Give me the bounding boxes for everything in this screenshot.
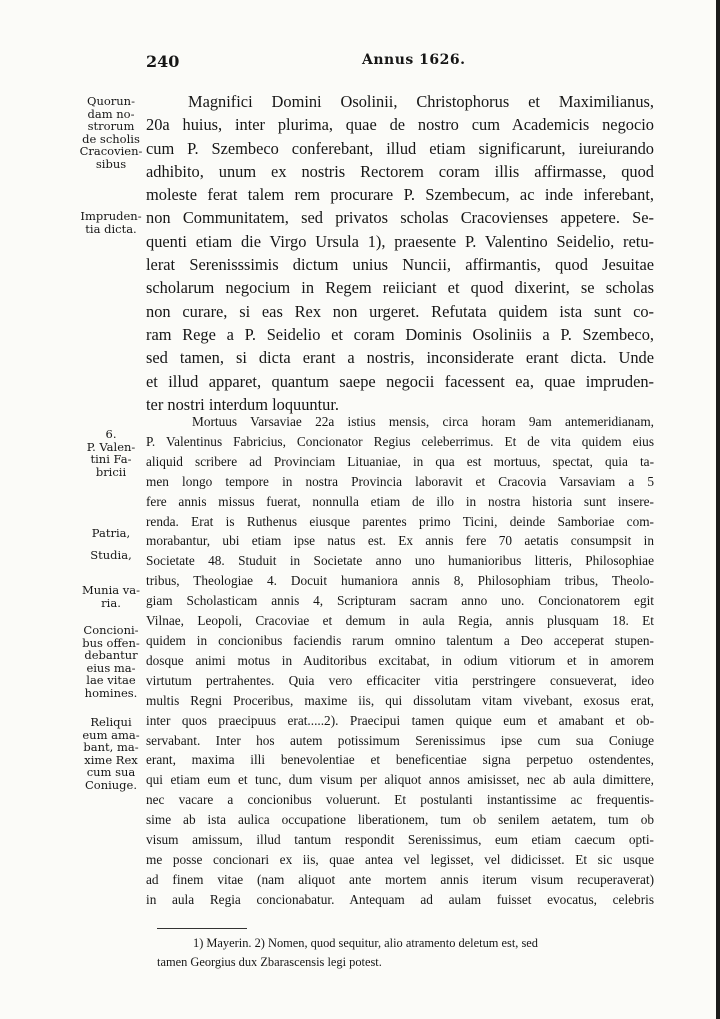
footnote-line: 1) Mayerin. 2) Nomen, quod sequitur, alio atramento deletum est, sed [193, 936, 538, 950]
margin-note-line: eius ma- [86, 660, 136, 675]
margin-note-concionibus [70, 624, 152, 699]
text-line: cum P. Szembeco conferebant, illud etiam significarunt, iureiurando [146, 138, 654, 158]
text-line: nec vacare a concionibus voluerunt. Et postulanti instantissime ac frequentis- [146, 792, 654, 808]
text-line: visum amissum, illud tantum respondit Serenissimus, eum etiam caecum opti- [146, 832, 654, 848]
text-line: morabantur, ubi etiam ipse natus est. Ex annis fere 70 aetatis consumpsit in [146, 533, 654, 549]
margin-note-line: dam no- [87, 106, 135, 121]
text-line: non curare, si eas Rex non urgeret. Refutata quidem ista sunt co- [146, 301, 654, 321]
scan-edge-border [716, 0, 720, 1019]
margin-note-line: tini Fa- [90, 452, 132, 466]
text-line: multis Regni Proceribus, maxime iis, qui dissolutam vitam vivebant, exosus erat, [146, 692, 654, 708]
text-line: dosque animi motus in Auditoribus excitabat, in odium vitiorum et in amorem [146, 652, 654, 668]
margin-note-munia [70, 584, 152, 609]
text-line: ter nostri interdum loquuntur. [146, 394, 340, 414]
text-line: Vilnae, Leopoli, Cracoviae et demum in aula Regia, annis plusquam 18. Et [146, 613, 654, 629]
text-line: fere annis missus fuerat, nonnulla etiam de illo in nostra historia sunt insere- [146, 493, 654, 509]
text-line: tribus, Theologiae 4. Docuit humaniora annis 8, Philosophiam tribus, Theolo- [146, 573, 654, 589]
margin-note-line: lae vitae [86, 673, 136, 687]
margin-note-line: sibus [95, 156, 127, 171]
margin-note-fabricius [70, 428, 152, 478]
margin-note-line: Reliqui [90, 715, 132, 729]
text-line: sime ab ista aulica occupatione liberationem, tum ob senilem aetatem, tum ob [146, 812, 654, 828]
margin-note-patria [70, 522, 152, 566]
margin-note-reliqui [70, 716, 152, 791]
running-head: Annus 1626. [362, 52, 466, 68]
text-line: me posse concionari ex iis, quae antea vel legisset, vel didicisset. Et sic usque [146, 851, 654, 867]
margin-note-line: xime Rex [84, 752, 138, 767]
margin-note-line: Coniuge. [84, 777, 138, 792]
margin-note-line: debantur [84, 648, 138, 662]
text-line: non Communitatem, sed privatos scholas Cracovienses appetere. Se- [146, 208, 654, 228]
text-line: adhibito, unum ex nostris Rectorem coram illis affirmasse, quod [146, 161, 654, 181]
margin-note-line: strorum [87, 119, 135, 133]
text-line: scholarum negocium in Regem reiiciant et quod dixerint, se scholas [146, 278, 654, 298]
text-line: men longo tempore in nostra Provincia laboravit et Cracovia Varsaviam a 5 [146, 473, 654, 489]
margin-note-line: homines. [84, 685, 138, 700]
margin-note-line: bus offen- [82, 635, 140, 650]
text-line: giam Scholasticam annis 4, Scripturam sacram anno uno. Concionatorem egit [146, 593, 654, 609]
text-line: renda. Erat is Ruthenus eiusque parentes primo Ticini, deinde Samboriae com- [146, 513, 654, 529]
text-line: Mortuus Varsaviae 22a istius mensis, circa horam 9am antemeridianam, [192, 414, 654, 429]
text-line: Magnifici Domini Osolinii, Christophorus et Maximilianus, [188, 92, 654, 111]
margin-note-line: cum sua [86, 765, 136, 779]
margin-note-line: Quorun- [87, 94, 135, 108]
text-line: moleste ferat talem rem procurare P. Szembecum, ac inde inferebant, [146, 185, 654, 205]
margin-note-line: tia dicta. [85, 221, 137, 236]
margin-note-line: ria. [101, 595, 121, 610]
margin-note-line: P. Valen- [86, 439, 136, 454]
paragraph-osolinii [146, 90, 654, 416]
text-line: sed tamen, si dicta erant a nostris, inconsiderate erant dicta. Unde [146, 348, 654, 368]
margin-note-quorundam [70, 95, 152, 170]
footnotes [157, 934, 654, 972]
text-line: servabant. Inter hos autem potissimum Serenissimus ipse cum sua Coniuge [146, 732, 654, 748]
text-line: qui etiam eum et tunc, dum visum per aliquot annos amisisset, nec ab aula dimittere, [146, 772, 654, 788]
text-line: aliquid scribere ad Provinciam Lituaniae, in qua est mortuus, spectat, quia ta- [146, 453, 654, 469]
text-line: Societate 48. Studuit in Societate anno uno humanioribus litteris, Philosophiae [146, 553, 654, 569]
text-line: inter quos praecipuus erat.....2). Praecipui tamen quique eum et amabant et ob- [146, 712, 654, 728]
margin-note-line: bricii [95, 464, 127, 479]
text-line: erant, maxima illi benevolentiae et beneficentiae signa perpetuo ostendentes, [146, 752, 654, 768]
footnote-rule [157, 928, 247, 929]
margin-note-line: Patria, [91, 526, 131, 540]
text-line: 20a huius, inter plurima, quae de nostro cum Academicis negocio [146, 115, 654, 135]
text-line: et illud apparet, quantum saepe negocii facessent ea, quae impruden- [146, 371, 654, 391]
text-line: ad finem vitae (nam aliquot ante mortem annis iterum visum recuperaverat) [146, 871, 654, 887]
text-line: quenti etiam die Virgo Ursula 1), praesente P. Valentino Seidelio, retu- [146, 231, 654, 251]
margin-note-line: Studia, [90, 548, 132, 562]
margin-note-line: eum ama- [82, 727, 140, 742]
margin-note-line: Impruden- [80, 209, 142, 223]
margin-note-imprudentia [70, 210, 152, 235]
margin-note-line: 6. [105, 427, 117, 441]
margin-note-line: Cracovien- [79, 144, 143, 158]
page-number: 240 [146, 52, 180, 71]
margin-note-line: Munia va- [81, 583, 141, 597]
text-line: P. Valentinus Fabricius, Concionator Regius celeberrimus. Et de vita quidem eius [146, 433, 654, 449]
footnote-line: tamen Georgius dux Zbarascensis legi potest. [157, 955, 382, 969]
margin-note-line: bant, ma- [83, 740, 139, 754]
text-line: in aula Regia concionabatur. Antequam ad aulam fuisset evocatus, celebris [146, 891, 654, 907]
text-line: quidem in concionibus faciendis rarum omnino talentum a Deo acceperat stupen- [146, 632, 654, 648]
paragraph-fabricius [146, 412, 654, 910]
text-line: virtutum pertrahentes. Quia vero efficaciter vitia perstringere consueverat, ideo [146, 672, 654, 688]
text-line: ram Rege a P. Seidelio et coram Dominis Osoliniis a P. Szembeco, [146, 324, 654, 344]
text-line: lerat Serenisssimis dictum unius Nuncii, affirmantis, quod Jesuitae [146, 255, 654, 275]
margin-note-line: de scholis [82, 131, 140, 146]
margin-note-line: Concioni- [83, 623, 139, 637]
